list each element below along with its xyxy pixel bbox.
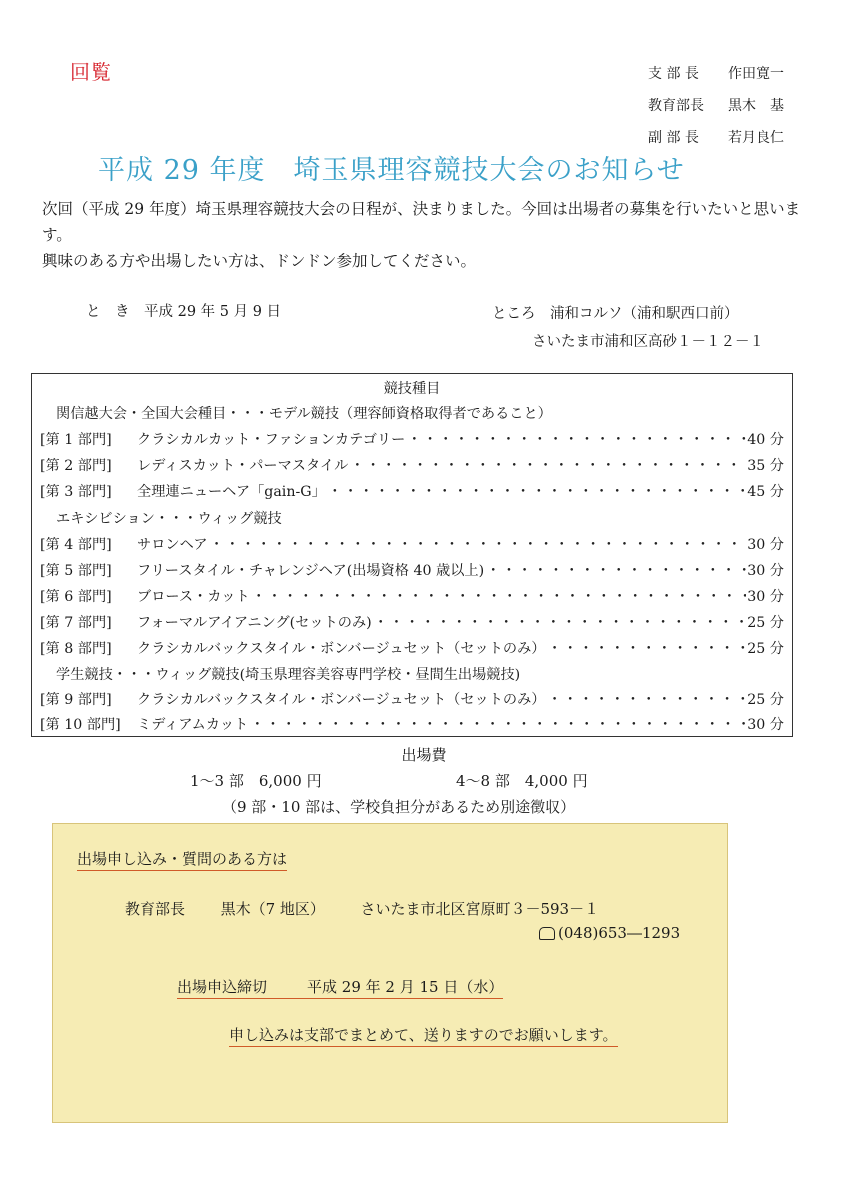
event-number: [第 7 部門] <box>40 615 112 631</box>
application-heading <box>77 848 287 869</box>
application-heading-text: 出場申し込み・質問のある方は <box>77 850 287 871</box>
event-number: [第 2 部門] <box>40 458 112 474</box>
event-name: フォーマルアイアニング(セットのみ) <box>137 615 372 631</box>
deadline-text <box>177 978 503 999</box>
event-venue <box>492 300 764 356</box>
contact-address: さいたま市北区宮原町３－593－１ <box>360 900 600 918</box>
officer-role: 教育部長 <box>648 98 704 114</box>
deadline-label: 出場申込締切 <box>177 978 268 996</box>
event-name: クラシカルカット・ファションカテゴリー <box>137 432 406 448</box>
event-row <box>40 688 784 712</box>
event-number: [第 5 部門] <box>40 563 112 579</box>
event-number: [第 1 部門] <box>40 432 112 448</box>
events-heading: 競技種目 <box>383 381 441 397</box>
event-number: [第 4 部門] <box>40 537 112 553</box>
event-time: 40 分 <box>747 432 784 448</box>
intro-line: 興味のある方や出場したい方は、ドンドン参加してください。 <box>42 252 477 270</box>
event-row <box>40 454 784 478</box>
leader-dots <box>250 713 746 737</box>
page-title: 平成 29 年度 埼玉県理容競技大会のお知らせ <box>98 155 685 186</box>
event-row <box>40 713 784 737</box>
closing-line <box>229 1024 618 1045</box>
phone-number: (048)653―1293 <box>558 924 681 942</box>
telephone-icon <box>539 927 555 940</box>
event-number: [第 8 部門] <box>40 641 112 657</box>
event-row <box>40 533 784 557</box>
category-heading: エキシビション・・・ウィッグ競技 <box>56 511 282 527</box>
fee-group-2: 4～8 部 4,000 円 <box>456 772 588 790</box>
leader-dots <box>350 454 746 478</box>
event-name: フリースタイル・チャレンジヘア(出場資格 40 歳以上) <box>137 563 485 579</box>
event-number: [第 3 部門] <box>40 484 112 500</box>
leader-dots <box>486 559 746 583</box>
event-time: 35 分 <box>747 458 784 474</box>
fees-heading: 出場費 <box>401 746 447 764</box>
event-time: 30 分 <box>747 717 784 733</box>
intro-text <box>42 196 812 274</box>
fee-note: （9 部・10 部は、学校負担分があるため別途徴収） <box>222 798 576 816</box>
category-heading: 関信越大会・全国大会種目・・・モデル競技（理容師資格取得者であること） <box>56 406 552 422</box>
officer-name: 黒木 基 <box>728 98 784 114</box>
deadline-value: 平成 29 年 2 月 15 日（水） <box>307 978 504 996</box>
closing-text: 申し込みは支部でまとめて、送りますのでお願いします。 <box>229 1026 618 1047</box>
venue-value: 浦和コルソ（浦和駅西口前） <box>550 306 739 322</box>
event-date <box>86 300 281 321</box>
officer-list <box>648 58 784 154</box>
contact-role: 教育部長 <box>125 900 186 918</box>
leader-dots <box>328 480 746 504</box>
event-number: [第 9 部門] <box>40 692 112 708</box>
event-name: ブロース・カット <box>137 589 250 605</box>
event-time: 45 分 <box>747 484 784 500</box>
officer-name: 作田寛一 <box>728 66 784 82</box>
deadline-line <box>177 976 503 997</box>
event-number: [第 10 部門] <box>40 717 121 733</box>
leader-dots <box>210 533 746 557</box>
application-box <box>52 823 728 1123</box>
event-name: 全理連ニューヘア「gain-G」 <box>137 484 326 500</box>
event-time: 30 分 <box>747 537 784 553</box>
event-name: ミディアムカット <box>137 717 249 733</box>
leader-dots <box>407 428 746 452</box>
event-number: [第 6 部門] <box>40 589 112 605</box>
event-row <box>40 637 784 661</box>
events-box <box>31 373 793 737</box>
phone-line <box>539 924 680 942</box>
event-time: 30 分 <box>747 589 784 605</box>
officer-row <box>648 90 784 122</box>
event-name: レディスカット・パーマスタイル <box>137 458 349 474</box>
event-time: 25 分 <box>747 615 784 631</box>
leader-dots <box>252 585 746 609</box>
intro-line: 次回（平成 29 年度）埼玉県理容競技大会の日程が、決まりました。今回は出場者の募集を行いたいと思います。 <box>42 200 801 244</box>
officer-name: 若月良仁 <box>728 130 784 146</box>
officer-role: 副 部 長 <box>648 130 699 146</box>
event-name: サロンヘア <box>137 537 208 553</box>
contact-line <box>125 898 599 919</box>
category-heading: 学生競技・・・ウィッグ競技(埼玉県理容美容専門学校・昼間生出場競技) <box>56 667 521 683</box>
event-name: クラシカルバックスタイル・ボンバージュセット（セットのみ） <box>137 692 546 708</box>
venue-address: さいたま市浦和区高砂１－１２－１ <box>532 334 764 350</box>
event-time: 25 分 <box>747 692 784 708</box>
venue-label: ところ <box>492 306 536 322</box>
leader-dots <box>547 637 746 661</box>
officer-role: 支 部 長 <box>648 66 699 82</box>
event-row <box>40 559 784 583</box>
event-time: 30 分 <box>747 563 784 579</box>
circulation-stamp: 回覧 <box>70 60 112 84</box>
date-value: 平成 29 年 5 月 9 日 <box>144 304 282 320</box>
event-name: クラシカルバックスタイル・ボンバージュセット（セットのみ） <box>137 641 546 657</box>
contact-name: 黒木（7 地区） <box>220 900 325 918</box>
date-label: と き <box>86 304 130 320</box>
event-row <box>40 585 784 609</box>
event-row <box>40 611 784 635</box>
event-row <box>40 480 784 504</box>
officer-row <box>648 58 784 90</box>
event-time: 25 分 <box>747 641 784 657</box>
fee-group-1: 1～3 部 6,000 円 <box>190 772 322 790</box>
leader-dots <box>374 611 746 635</box>
event-row <box>40 428 784 452</box>
leader-dots <box>547 688 746 712</box>
